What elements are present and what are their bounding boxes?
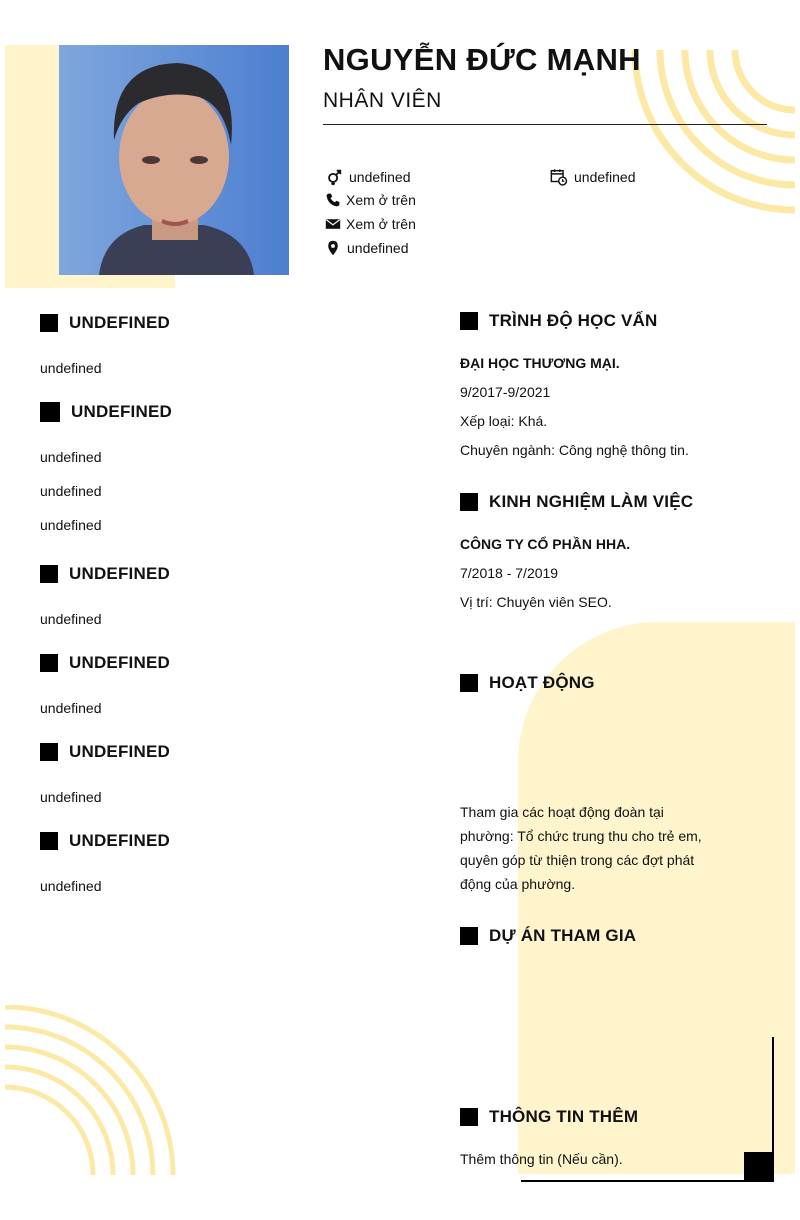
left-section-3-heading: UNDEFINED bbox=[40, 564, 170, 584]
projects-heading: DỰ ÁN THAM GIA bbox=[460, 926, 636, 946]
left-section-4-item: undefined bbox=[40, 700, 102, 716]
education-heading: TRÌNH ĐỘ HỌC VẤN bbox=[460, 311, 657, 331]
section-marker bbox=[460, 493, 478, 511]
section-marker bbox=[40, 565, 58, 583]
contact-address bbox=[325, 240, 409, 256]
map-pin-icon bbox=[325, 240, 341, 256]
left-section-2-item: undefined bbox=[40, 517, 102, 533]
calendar-clock-icon bbox=[550, 168, 568, 186]
experience-position: Vị trí: Chuyên viên SEO. bbox=[460, 594, 612, 610]
envelope-icon bbox=[325, 216, 341, 232]
left-section-1-item: undefined bbox=[40, 360, 102, 376]
section-marker bbox=[460, 312, 478, 330]
yellow-background-shape bbox=[518, 622, 795, 1174]
left-section-4-heading: UNDEFINED bbox=[40, 653, 170, 673]
gender-icon bbox=[325, 168, 343, 186]
corner-frame-vertical-line bbox=[772, 1037, 774, 1153]
header-divider bbox=[323, 124, 767, 125]
contact-email bbox=[325, 216, 416, 232]
experience-period: 7/2018 - 7/2019 bbox=[460, 565, 559, 581]
address-value: undefined bbox=[347, 240, 409, 256]
left-section-5-item: undefined bbox=[40, 789, 102, 805]
birthday-value: undefined bbox=[574, 169, 636, 185]
candidate-name: NGUYỄN ĐỨC MẠNH bbox=[323, 42, 641, 77]
profile-photo bbox=[59, 45, 289, 275]
section-marker bbox=[40, 654, 58, 672]
left-section-6-heading: UNDEFINED bbox=[40, 831, 170, 851]
corner-frame-square bbox=[744, 1152, 774, 1182]
left-section-2-item: undefined bbox=[40, 483, 102, 499]
section-marker bbox=[460, 674, 478, 692]
experience-company: CÔNG TY CỔ PHẦN HHA. bbox=[460, 536, 631, 552]
contact-gender bbox=[325, 168, 411, 186]
left-section-2-item: undefined bbox=[40, 449, 102, 465]
education-grade: Xếp loại: Khá. bbox=[460, 413, 548, 429]
left-section-6-item: undefined bbox=[40, 878, 102, 894]
contact-phone bbox=[325, 192, 416, 208]
email-value: Xem ở trên bbox=[346, 216, 416, 232]
education-period: 9/2017-9/2021 bbox=[460, 384, 551, 400]
section-marker bbox=[40, 832, 58, 850]
section-marker bbox=[460, 927, 478, 945]
section-marker bbox=[40, 402, 60, 422]
left-section-3-item: undefined bbox=[40, 611, 102, 627]
top-right-rings-decoration bbox=[630, 45, 800, 215]
corner-frame-horizontal-line bbox=[521, 1180, 774, 1182]
activities-heading: HOẠT ĐỘNG bbox=[460, 673, 595, 693]
education-school: ĐẠI HỌC THƯƠNG MẠI. bbox=[460, 355, 620, 371]
left-section-1-heading: UNDEFINED bbox=[40, 313, 170, 333]
education-major: Chuyên ngành: Công nghệ thông tin. bbox=[460, 442, 689, 458]
contact-birthday bbox=[550, 168, 636, 186]
section-marker bbox=[460, 1108, 478, 1126]
gender-value: undefined bbox=[349, 169, 411, 185]
phone-value: Xem ở trên bbox=[346, 192, 416, 208]
experience-heading: KINH NGHIỆM LÀM VIỆC bbox=[460, 492, 693, 512]
activities-text: Tham gia các hoạt động đoàn tại phường: Tổ chức trung thu cho trẻ em, quyên góp từ thiện trong các đợt phát động của phường. bbox=[460, 804, 702, 892]
phone-icon bbox=[325, 192, 341, 208]
left-section-2-heading: UNDEFINED bbox=[40, 402, 172, 422]
section-marker bbox=[40, 743, 58, 761]
job-title: NHÂN VIÊN bbox=[323, 89, 442, 112]
left-section-5-heading: UNDEFINED bbox=[40, 742, 170, 762]
additional-info-heading: THÔNG TIN THÊM bbox=[460, 1107, 638, 1127]
bottom-left-rings-decoration bbox=[5, 1005, 177, 1175]
section-marker bbox=[40, 314, 58, 332]
additional-info-text: Thêm thông tin (Nếu cần). bbox=[460, 1151, 623, 1167]
